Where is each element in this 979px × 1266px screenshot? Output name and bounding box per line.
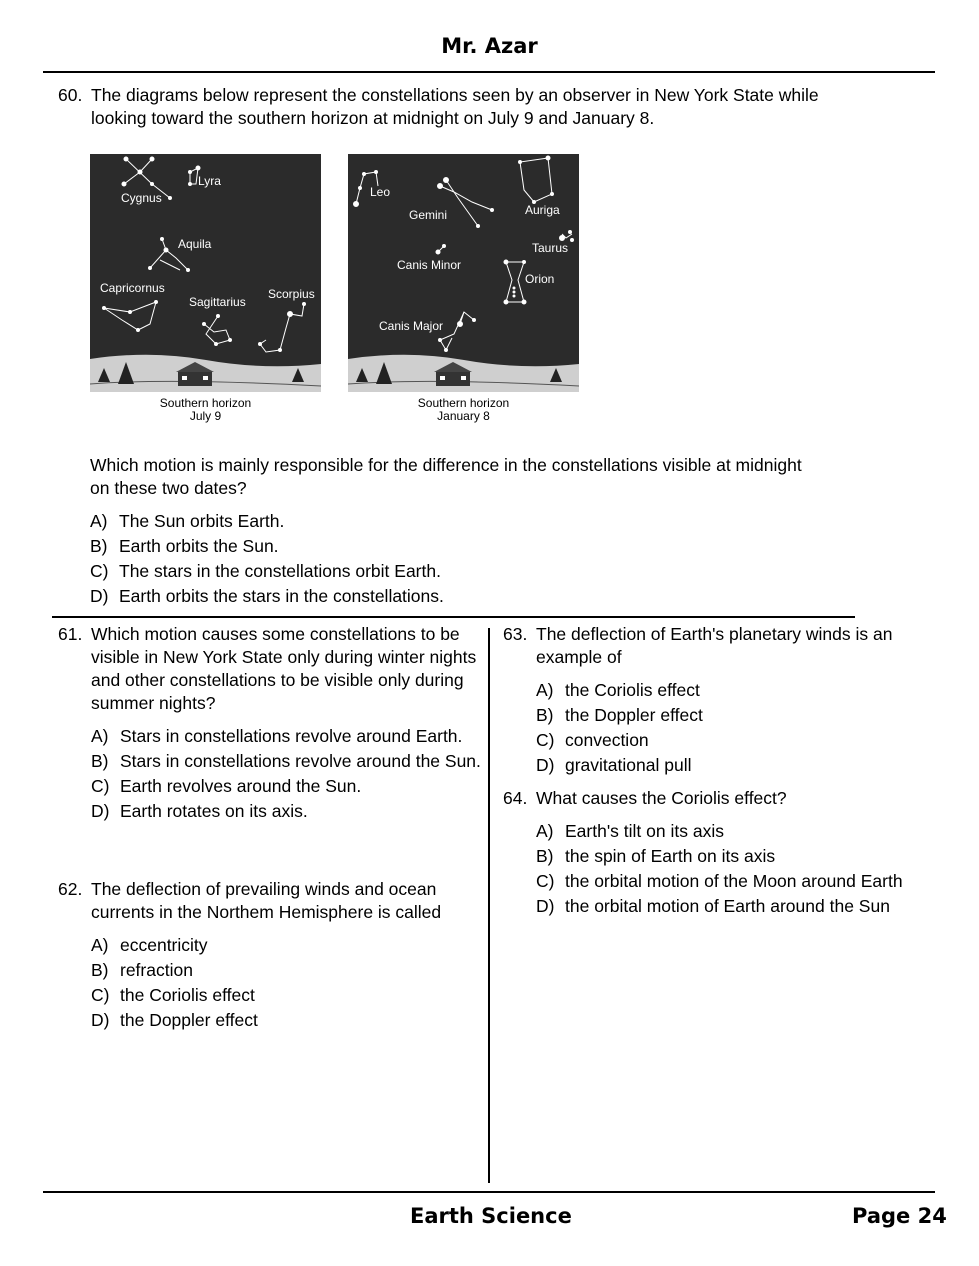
question-number: 61.: [58, 624, 83, 644]
label-cygnus: Cygnus: [121, 191, 162, 205]
label-sagittarius: Sagittarius: [189, 295, 246, 309]
option-letter: C): [536, 871, 555, 891]
question-64: [503, 787, 903, 920]
option-letter: C): [536, 730, 555, 750]
option-letter: D): [90, 586, 109, 606]
question-number: 60.: [58, 85, 83, 105]
caption-january: [348, 397, 579, 423]
option-text: refraction: [120, 960, 193, 980]
option-b[interactable]: [536, 704, 933, 727]
question-text: Which motion is mainly responsible for the difference in the constellations visible at midnight on these two dates?: [90, 455, 802, 498]
option-text: Earth orbits the Sun.: [119, 536, 279, 556]
label-canis-minor: Canis Minor: [397, 258, 462, 272]
option-b[interactable]: [91, 750, 486, 773]
constellation-diagram-january: [348, 154, 579, 392]
question-number: 64.: [503, 788, 528, 808]
option-a[interactable]: [91, 934, 486, 957]
option-text: Earth revolves around the Sun.: [120, 776, 362, 796]
label-leo: Leo: [370, 185, 391, 199]
option-b[interactable]: [90, 535, 810, 558]
option-text: the Coriolis effect: [120, 985, 255, 1005]
question-stem: Which motion causes some constellations to be visible in New York State only during winter nights and other constellations to be visible only during summer nights?: [91, 624, 477, 713]
option-letter: B): [91, 960, 109, 980]
option-letter: B): [90, 536, 108, 556]
option-text: The Sun orbits Earth.: [119, 511, 285, 531]
question-stem: The deflection of Earth's planetary winds is an example of: [536, 624, 893, 667]
caption-line: Southern horizon: [159, 396, 252, 410]
question-number: 63.: [503, 624, 528, 644]
option-a[interactable]: [90, 510, 810, 533]
option-text: convection: [565, 730, 649, 750]
label-capricornus: Capricornus: [100, 281, 165, 295]
footer-rule: [43, 1191, 935, 1193]
option-text: eccentricity: [120, 935, 208, 955]
option-a[interactable]: [91, 725, 486, 748]
option-letter: A): [90, 511, 108, 531]
option-d[interactable]: [90, 585, 810, 608]
option-text: the Doppler effect: [565, 705, 703, 725]
option-b[interactable]: [536, 845, 903, 868]
header-rule: [43, 71, 935, 73]
option-c[interactable]: [536, 729, 933, 752]
label-gemini: Gemini: [409, 208, 448, 222]
option-d[interactable]: [91, 1009, 486, 1032]
section-rule: [52, 616, 855, 618]
option-letter: C): [91, 985, 110, 1005]
option-text: Earth orbits the stars in the constellations.: [119, 586, 444, 606]
option-letter: C): [90, 561, 109, 581]
question-stem: The deflection of prevailing winds and ocean currents in the Northem Hemisphere is called: [91, 879, 442, 922]
label-lyra: Lyra: [198, 174, 221, 188]
question-stem: The diagrams below represent the constellations seen by an observer in New York State while looking toward the southern horizon at midnight on July 9 and January 8.: [91, 85, 819, 128]
option-letter: B): [536, 705, 554, 725]
constellation-diagram-july: [90, 154, 321, 392]
option-letter: A): [91, 726, 109, 746]
option-a[interactable]: [536, 820, 903, 843]
caption-date: July 9: [189, 409, 222, 423]
label-taurus: Taurus: [532, 241, 569, 255]
option-letter: D): [91, 1010, 110, 1030]
caption-july: [90, 397, 321, 423]
option-text: the orbital motion of Earth around the Sun: [565, 896, 890, 916]
option-text: Earth rotates on its axis.: [120, 801, 308, 821]
caption-line: Southern horizon: [417, 396, 510, 410]
option-letter: C): [91, 776, 110, 796]
question-61: [58, 623, 486, 825]
option-letter: A): [536, 821, 554, 841]
option-letter: D): [536, 896, 555, 916]
option-d[interactable]: [536, 754, 933, 777]
option-c[interactable]: [91, 984, 486, 1007]
option-letter: D): [536, 755, 555, 775]
footer-page-number: Page 24: [852, 1204, 947, 1228]
option-letter: A): [91, 935, 109, 955]
label-canis-major: Canis Major: [379, 319, 444, 333]
option-text: the Coriolis effect: [565, 680, 700, 700]
question-number: 62.: [58, 879, 83, 899]
label-orion: Orion: [525, 272, 555, 286]
label-auriga: Auriga: [525, 203, 560, 217]
footer-subject: Earth Science: [410, 1204, 572, 1228]
label-scorpius: Scorpius: [268, 287, 315, 301]
label-aquila: Aquila: [178, 237, 212, 251]
option-c[interactable]: [90, 560, 810, 583]
option-c[interactable]: [91, 775, 486, 798]
option-text: the Doppler effect: [120, 1010, 258, 1030]
column-divider: [488, 628, 490, 1183]
page-header-title: Mr. Azar: [441, 34, 538, 58]
option-text: Stars in constellations revolve around the Sun.: [120, 751, 481, 771]
option-letter: A): [536, 680, 554, 700]
option-d[interactable]: [536, 895, 903, 918]
option-text: Stars in constellations revolve around Earth.: [120, 726, 463, 746]
caption-date: January 8: [437, 409, 490, 423]
option-text: gravitational pull: [565, 755, 692, 775]
option-c[interactable]: [536, 870, 903, 893]
option-text: the spin of Earth on its axis: [565, 846, 776, 866]
question-60-prompt: [90, 454, 810, 610]
question-60: [58, 84, 858, 130]
option-letter: B): [91, 751, 109, 771]
option-text: the orbital motion of the Moon around Earth: [565, 871, 903, 891]
option-text: The stars in the constellations orbit Earth.: [119, 561, 441, 581]
question-63: [503, 623, 933, 779]
question-62: [58, 878, 486, 1034]
option-b[interactable]: [91, 959, 486, 982]
option-letter: D): [91, 801, 110, 821]
option-letter: B): [536, 846, 554, 866]
option-text: Earth's tilt on its axis: [565, 821, 724, 841]
option-d[interactable]: [91, 800, 486, 823]
question-stem: What causes the Coriolis effect?: [536, 788, 787, 808]
option-a[interactable]: [536, 679, 933, 702]
